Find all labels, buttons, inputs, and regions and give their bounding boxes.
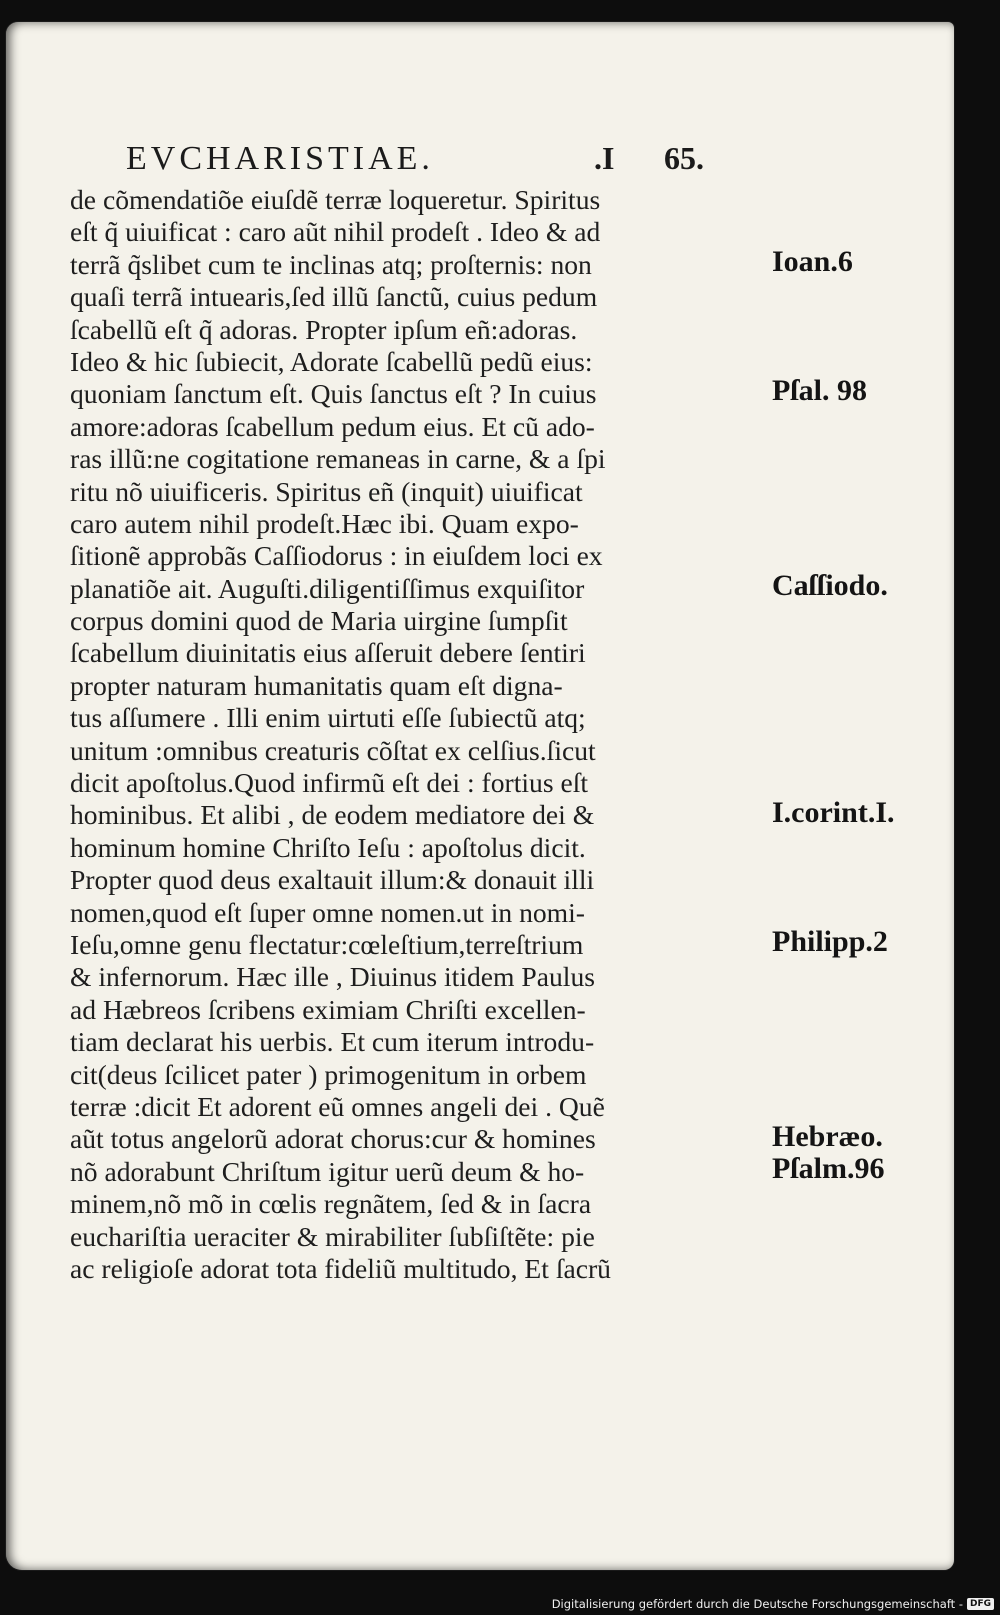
text-line: euchariſtia ueraciter & mirabiliter ſubſiſtẽte: pie xyxy=(70,1220,595,1252)
text-line: minem,nõ mõ in cœlis regnãtem, ſed & in ſacra xyxy=(70,1188,592,1220)
text-line: nõ adorabunt Chriſtum igitur uerũ deum & ho- xyxy=(70,1155,585,1187)
running-header xyxy=(126,140,746,180)
margin-note: Hebræo. xyxy=(772,1119,883,1153)
text-line: quaſi terrã intuearis,ſed illũ ſanctũ, cuius pedum xyxy=(70,281,598,313)
text-line: unitum :omnibus creaturis cõſtat ex celſius.ſicut xyxy=(70,734,596,766)
book-page xyxy=(6,22,954,1570)
text-line: Ideo & hic ſubiecit, Adorate ſcabellũ pedũ eius: xyxy=(70,345,593,377)
text-line: amore:adoras ſcabellum pedum eius. Et cũ ado- xyxy=(70,410,595,442)
text-line: tus aſſumere . Illi enim uirtuti eſſe ſubiectũ atq; xyxy=(70,702,586,734)
text-line: terræ :dicit Et adorent eũ omnes angeli dei . Quẽ xyxy=(70,1090,605,1122)
margin-note: Ioan.6 xyxy=(772,244,853,278)
dfg-logo: DFG xyxy=(967,1598,994,1610)
text-line: & infernorum. Hæc ille , Diuinus itidem Paulus xyxy=(70,961,595,993)
text-line: nomen,quod eſt ſuper omne nomen.ut in nomi- xyxy=(70,896,585,928)
text-line: Ieſu,omne genu flectatur:cœleſtium,terreſtrium xyxy=(70,928,584,960)
text-line: ſcabellum diuinitatis eius aſſeruit debere ſentiri xyxy=(70,637,586,669)
text-line: quoniam ſanctum eſt. Quis ſanctus eſt ? In cuius xyxy=(70,378,597,410)
margin-note: Philipp.2 xyxy=(772,925,888,959)
text-line: caro autem nihil prodeſt.Hæc ibi. Quam expo- xyxy=(70,507,579,539)
margin-note: I.corint.I. xyxy=(772,795,895,829)
margin-note: Caſſiodo. xyxy=(772,568,888,602)
text-line: aũt totus angelorũ adorat chorus:cur & homines xyxy=(70,1123,596,1155)
digitization-credit xyxy=(552,1597,994,1611)
text-line: ritu nõ uiuificeris. Spiritus eñ (inquit) uiuificat xyxy=(70,475,583,507)
text-line: hominibus. Et alibi , de eodem mediatore dei & xyxy=(70,799,595,831)
page-number: 65. xyxy=(664,140,704,176)
text-line: ſcabellũ eſt q̃ adoras. Propter ipſum eñ:adoras. xyxy=(70,313,578,345)
text-line: terrã q̃slibet cum te inclinas atq; proſternis: non xyxy=(70,248,592,280)
text-line: cit(deus ſcilicet pater ) primogenitum in orbem xyxy=(70,1058,587,1090)
running-title: EVCHARISTIAE. xyxy=(126,140,434,177)
text-line: ac religioſe adorat tota fideliũ multitudo, Et ſacrũ xyxy=(70,1252,611,1284)
credit-text: Digitalisierung gefördert durch die Deutsche Forschungsgemeinschaft - xyxy=(551,1597,963,1611)
margin-note: Pſalm.96 xyxy=(772,1152,885,1185)
signature-mark: .I xyxy=(594,140,615,176)
text-line: Propter quod deus exaltauit illum:& donauit illi xyxy=(70,864,595,896)
text-line: de cõmendatiõe eiuſdẽ terræ loqueretur. Spiritus xyxy=(70,184,601,215)
body-text xyxy=(70,184,750,1285)
text-line: ad Hæbreos ſcribens eximiam Chriſti excellen- xyxy=(70,993,586,1025)
text-line: hominum homine Chriſto Ieſu : apoſtolus dicit. xyxy=(70,831,586,863)
text-line: ras illũ:ne cogitatione remaneas in carne, & a ſpi xyxy=(70,443,606,475)
text-line: ſitionẽ approbãs Caſſiodorus : in eiuſdem loci ex xyxy=(70,540,603,572)
text-line: dicit apoſtolus.Quod infirmũ eſt dei : fortius eſt xyxy=(70,767,589,799)
text-line: eſt q̃ uiuificat : caro aũt nihil prodeſt . Ideo & ad xyxy=(70,216,601,248)
text-line: corpus domini quod de Maria uirgine ſumpſit xyxy=(70,605,568,637)
text-line: propter naturam humanitatis quam eſt digna- xyxy=(70,669,563,701)
text-line: tiam declarat his uerbis. Et cum iterum introdu- xyxy=(70,1026,595,1058)
text-line: planatiõe ait. Auguſti.diligentiſſimus exquiſitor xyxy=(70,572,585,604)
margin-note: Pſal. 98 xyxy=(772,374,867,408)
